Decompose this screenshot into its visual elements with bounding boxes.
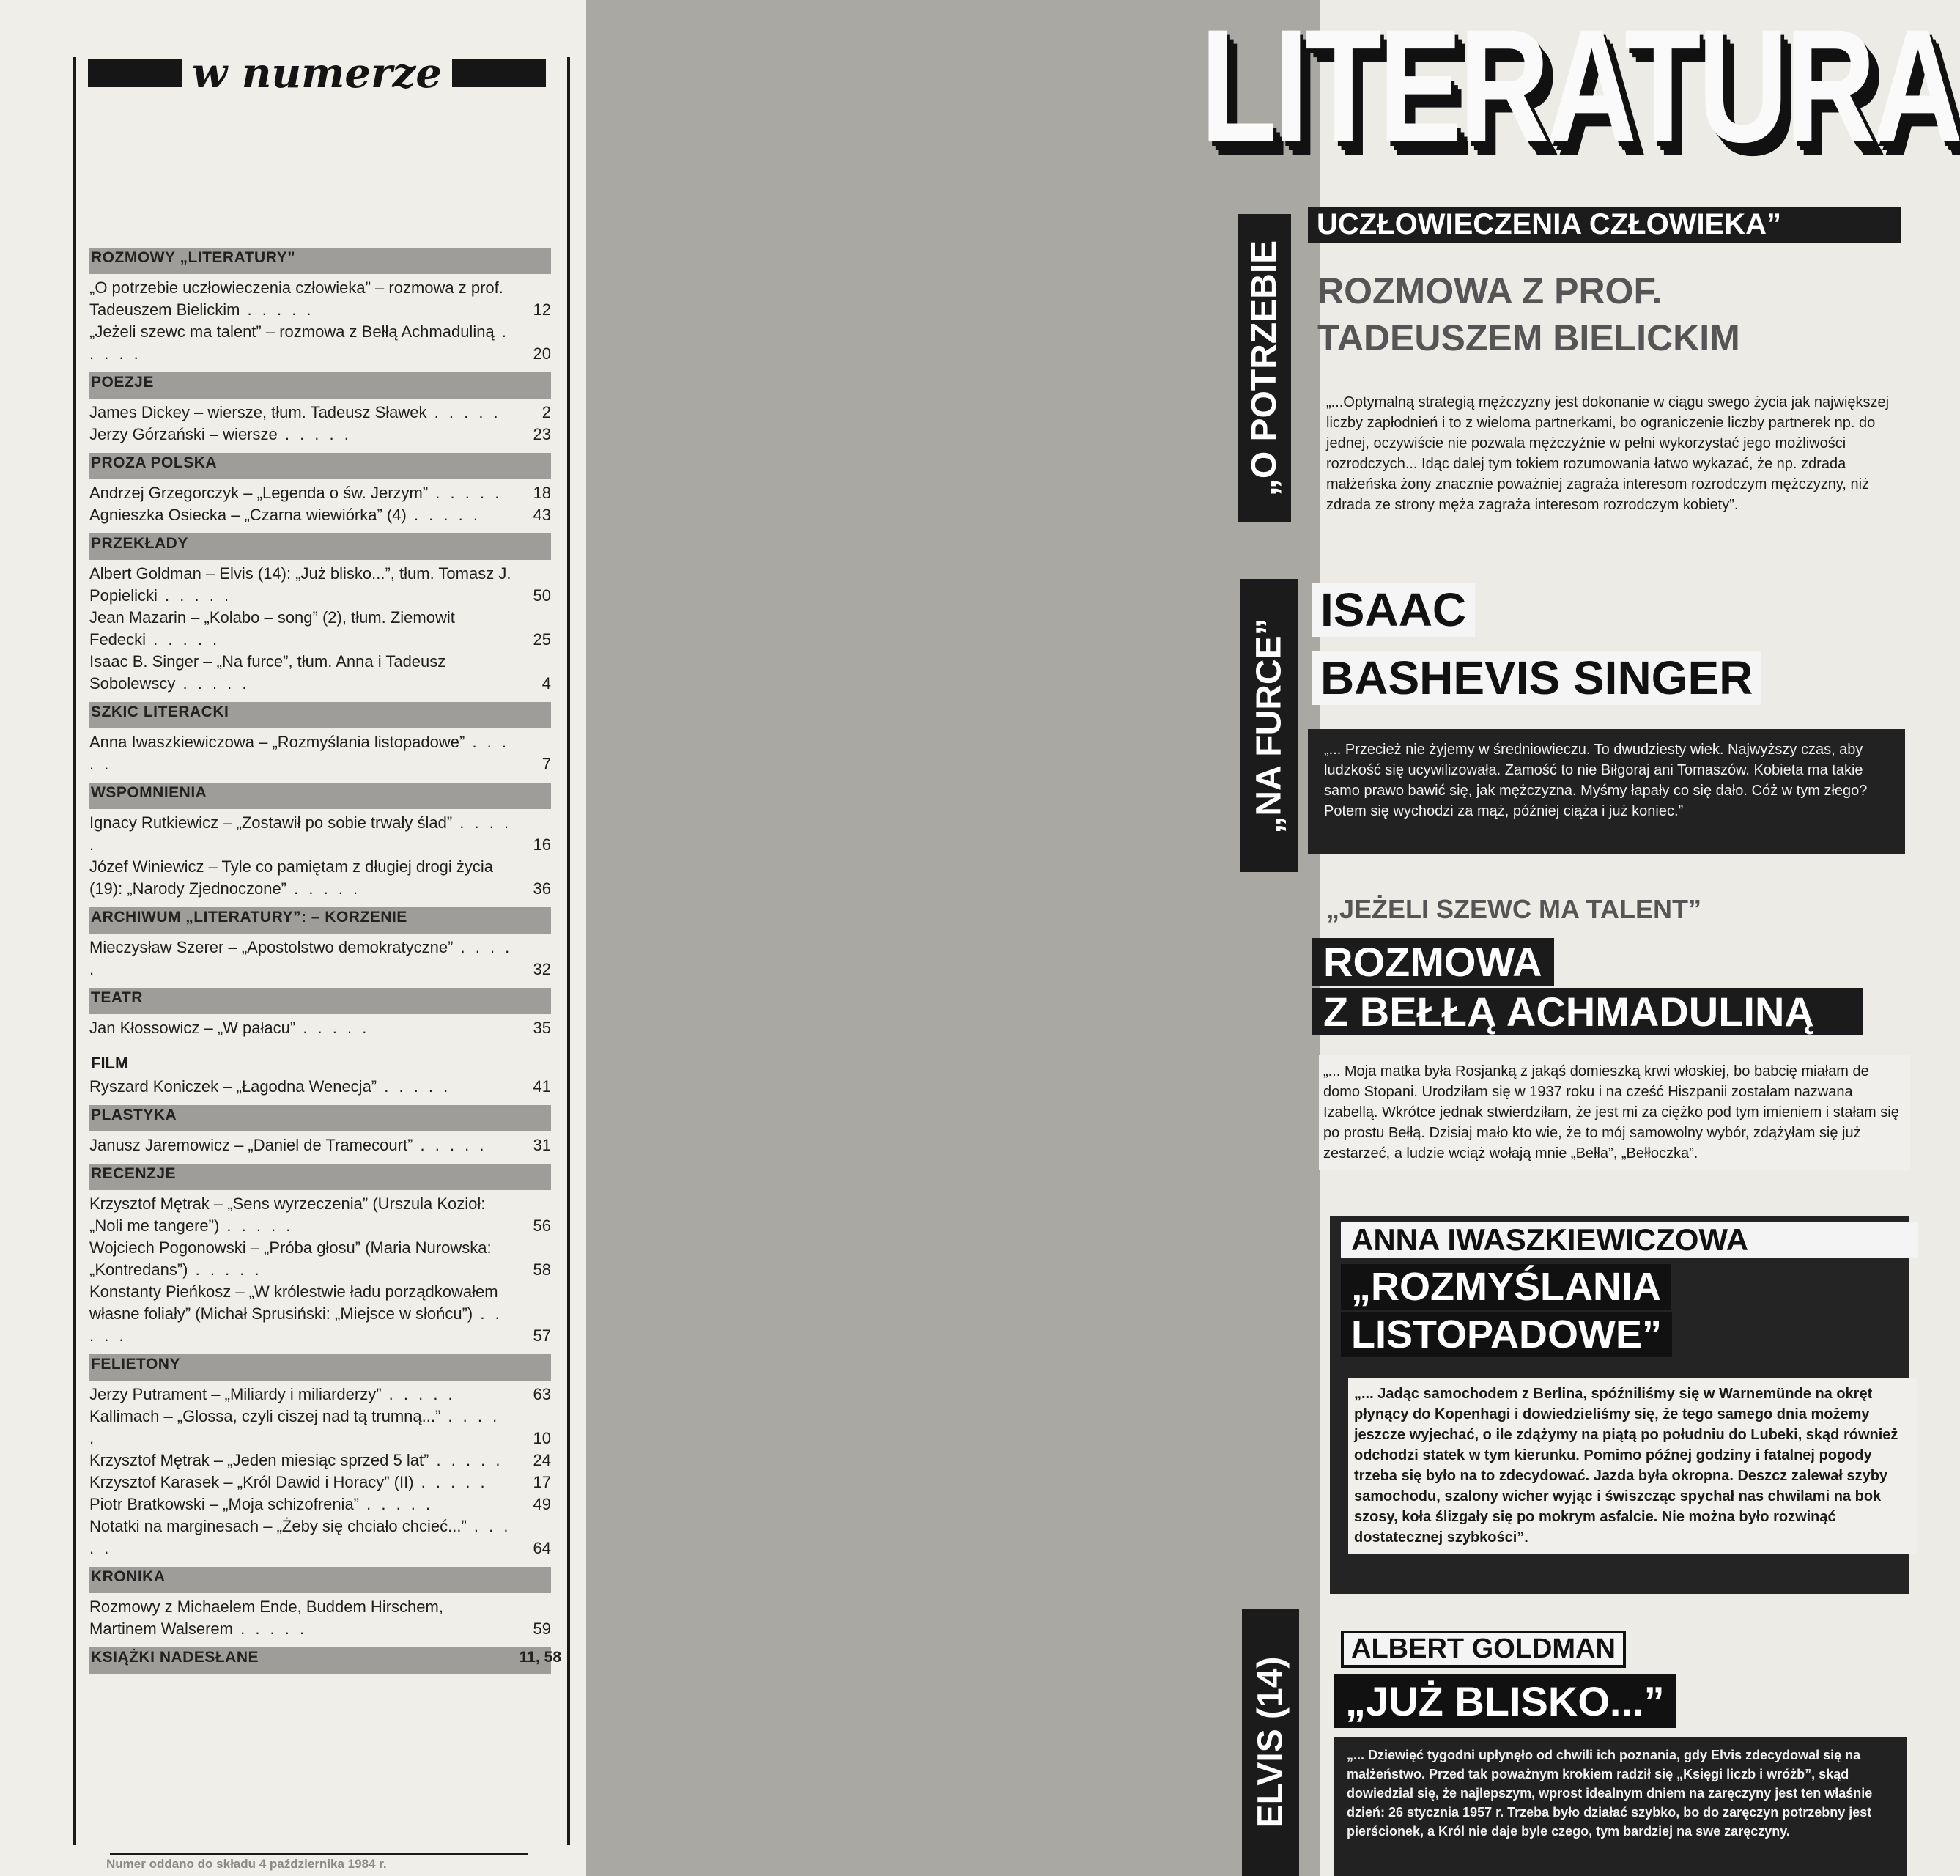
- toc-list: [89, 240, 561, 1677]
- toc-entry[interactable]: [89, 424, 551, 446]
- toc-entry-title: Anna Iwaszkiewiczowa – „Rozmyślania listopadowe”: [89, 733, 465, 751]
- leader-dots: . . . . .: [426, 403, 501, 421]
- section-heading: FILM: [91, 1054, 129, 1072]
- article2-head2: BASHEVIS SINGER: [1312, 651, 1761, 705]
- toc-entry-page: 49: [533, 1495, 551, 1513]
- toc-entry-title: Józef Winiewicz – Tyle co pamiętam z długiej drogi życia (19): „Narody Zjednoczone”: [89, 857, 494, 898]
- toc-entry-page: 64: [533, 1539, 551, 1557]
- toc-entry-title: James Dickey – wiersze, tłum. Tadeusz Sławek: [89, 403, 427, 421]
- footer-rule: [110, 1853, 528, 1855]
- cover-page: [586, 0, 1960, 1876]
- toc-entry-title: Albert Goldman – Elvis (14): „Już blisko...”, tłum. Tomasz J. Popielicki: [89, 564, 511, 605]
- toc-entry-page: 4: [541, 674, 551, 693]
- leader-dots: . . . . .: [377, 1077, 451, 1096]
- side-label-elvis: ELVIS (14): [1242, 1609, 1299, 1876]
- leader-dots: . . . . .: [89, 1517, 511, 1557]
- leader-dots: . . . . .: [89, 813, 512, 854]
- toc-entry[interactable]: [89, 1406, 551, 1450]
- toc-entry-title: „Jeżeli szewc ma talent” – rozmowa z Bełłą Achmaduliną: [89, 322, 495, 341]
- section-heading: [89, 248, 551, 274]
- toc-entry-page: 20: [533, 344, 551, 363]
- toc-entry-page: 17: [533, 1473, 551, 1491]
- section-heading: [89, 1105, 551, 1131]
- article3-head1: „JEŻELI SZEWC MA TALENT”: [1326, 894, 1701, 924]
- toc-entry-page: 63: [533, 1385, 551, 1403]
- leader-dots: . . . . .: [89, 938, 513, 978]
- section-name: WSPOMNIENIA: [91, 784, 207, 801]
- toc-entry-title: Notatki na marginesach – „Żeby się chciało chcieć...”: [89, 1517, 467, 1535]
- toc-entry-page: 35: [533, 1019, 551, 1037]
- heading-bar-left: [88, 59, 182, 87]
- leader-dots: . . . . .: [89, 1407, 500, 1447]
- toc-entry-page: 41: [533, 1077, 551, 1096]
- leader-dots: . . . . .: [188, 1260, 262, 1279]
- toc-entry[interactable]: [89, 1134, 551, 1156]
- section-heading: [89, 372, 551, 399]
- print-date-note: Numer oddano do składu 4 października 1984 r.: [106, 1857, 387, 1871]
- toc-entry-page: 36: [533, 879, 551, 898]
- magazine-title: LITERATURA: [1200, 0, 1960, 176]
- article2-quote-box: [1308, 729, 1905, 854]
- toc-entry-title: Krzysztof Mętrak – „Jeden miesiąc sprzed 5 lat”: [89, 1451, 429, 1469]
- article3-head2: ROZMOWA: [1312, 938, 1554, 986]
- toc-entry[interactable]: [89, 402, 551, 424]
- toc-entry-title: Konstanty Pieńkosz – „W królestwie ładu porządkowałem własne foliały” (Michał Sprusiński: „Miejsce w słońcu”): [89, 1282, 498, 1323]
- toc-entry[interactable]: [89, 504, 551, 526]
- toc-entry-title: Mieczysław Szerer – „Apostolstwo demokratyczne”: [89, 938, 454, 956]
- section-heading: [89, 1567, 551, 1593]
- article4-head3: LISTOPADOWE”: [1341, 1312, 1672, 1357]
- section-heading: [89, 988, 551, 1014]
- leader-dots: . . . . .: [240, 300, 314, 319]
- toc-entry[interactable]: [89, 1017, 551, 1039]
- toc-entry[interactable]: [89, 1281, 551, 1347]
- toc-entry-page: 59: [533, 1620, 551, 1638]
- section-name: SZKIC LITERACKI: [91, 704, 229, 720]
- toc-entry-page: 23: [533, 425, 551, 443]
- section-heading: [89, 907, 551, 934]
- leader-dots: . . . . .: [295, 1019, 370, 1037]
- article2-head1: ISAAC: [1312, 583, 1475, 637]
- leader-dots: . . . . .: [219, 1216, 294, 1235]
- leader-dots: . . . . .: [428, 484, 503, 502]
- toc-entry[interactable]: [89, 482, 551, 504]
- leader-dots: . . . . .: [157, 586, 232, 605]
- leader-dots: . . . . .: [89, 322, 509, 363]
- toc-entry-page: 57: [533, 1326, 551, 1345]
- section-heading: [89, 1164, 551, 1190]
- toc-entry-page: 58: [533, 1260, 551, 1279]
- leader-dots: . . . . .: [146, 630, 221, 649]
- article3-head3: Z BEŁŁĄ ACHMADULINĄ: [1312, 988, 1863, 1035]
- section-heading: [89, 533, 551, 560]
- article4-head1: ANNA IWASZKIEWICZOWA: [1341, 1222, 1918, 1258]
- toc-heading: [88, 51, 546, 95]
- toc-entry-title: Isaac B. Singer – „Na furce”, tłum. Anna i Tadeusz Sobolewscy: [89, 652, 446, 693]
- leader-dots: . . . . .: [413, 1473, 488, 1491]
- section-name: ARCHIWUM „LITERATURY”: – KORZENIE: [91, 909, 407, 926]
- section-heading: [89, 453, 551, 479]
- toc-entry-page: 10: [533, 1429, 551, 1447]
- toc-entry[interactable]: [89, 607, 551, 651]
- leader-dots: . . . . .: [413, 1136, 487, 1154]
- article2-quote: „... Przecież nie żyjemy w średniowieczu. To dwudziesty wiek. Najwyższy czas, aby ludzkość się ucywilizowała. Zamość to nie Biłgoraj ani Tomaszów. Kobieta ma takie samo prawo bawić się, jak mężczyzna. Myśmy łapały co się dało. Cóż w tym złego? Potem się wychodzi za mąż, później ciąża i już koniec.”: [1324, 742, 1868, 819]
- toc-page: [0, 0, 586, 1876]
- section-name: RECENZJE: [91, 1165, 177, 1182]
- heading-bar-right: [452, 59, 546, 87]
- toc-entry-title: Kallimach – „Glossa, czyli ciszej nad tą trumną...”: [89, 1407, 441, 1425]
- section-name: PRZEKŁADY: [91, 535, 188, 552]
- toc-entry[interactable]: [89, 1493, 551, 1515]
- toc-entry[interactable]: [89, 856, 551, 900]
- toc-entry-page: 50: [533, 586, 551, 605]
- toc-entry[interactable]: [89, 1471, 551, 1493]
- leader-dots: . . . . .: [429, 1451, 503, 1469]
- toc-entry-page: 2: [541, 403, 551, 421]
- section-name: PROZA POLSKA: [91, 454, 218, 471]
- article5-quote-box: [1334, 1737, 1907, 1876]
- toc-entry-title: Janusz Jaremowicz – „Daniel de Tramecourt”: [89, 1136, 413, 1154]
- toc-entry-page: 7: [541, 755, 551, 773]
- toc-entry[interactable]: [89, 1384, 551, 1406]
- toc-entry-page: 32: [533, 960, 551, 978]
- toc-entry-title: „O potrzebie uczłowieczenia człowieka” – rozmowa z prof. Tadeuszem Bielickim: [89, 278, 503, 319]
- article3-quote: „... Moja matka była Rosjanką z jakąś domieszką krwi włoskiej, bo babcię miałam de domo Stopani. Urodziłam się w 1937 roku i na cześć Hiszpanii zostałam nazwana Izabellą. Wkrótce jednak stwierdziłam, że jest mi za ciężko pod tym imieniem i stałam się po prostu Bełłą. Dzisiaj mało kto wie, że to mój samowolny wybór, zdążyłam się już zestarzeć, a ludzie wciąż wołają mnie „Bełła”, „Bełłoczka”.: [1319, 1055, 1910, 1170]
- toc-entry-title: Ryszard Koniczek – „Łagodna Wenecja”: [89, 1077, 377, 1096]
- section-name: ROZMOWY „LITERATURY”: [91, 249, 296, 266]
- article5-head1: ALBERT GOLDMAN: [1341, 1631, 1626, 1668]
- toc-entry-title: Ignacy Rutkiewicz – „Zostawił po sobie trwały ślad”: [89, 813, 453, 832]
- article4-head2: „ROZMYŚLANIA: [1341, 1264, 1671, 1310]
- section-heading: [89, 783, 551, 809]
- toc-entry[interactable]: [89, 1596, 551, 1640]
- toc-entry-page: 56: [533, 1216, 551, 1235]
- leader-dots: . . . . .: [89, 1304, 503, 1345]
- toc-entry-title: Jerzy Putrament – „Miliardy i miliarderzy”: [89, 1385, 382, 1403]
- toc-entry-title: Piotr Bratkowski – „Moja schizofrenia”: [89, 1495, 360, 1513]
- toc-entry-title: Rozmowy z Michaelem Ende, Buddem Hirschem, Martinem Walserem: [89, 1598, 443, 1638]
- section-name: KSIĄŻKI NADESŁANE: [91, 1649, 259, 1666]
- article5-quote: „... Dziewięć tygodni upłynęło od chwili ich poznania, gdy Elvis zdecydował się na małżeństwo. Przed tak poważnym krokiem radził się „Księgi liczb i wróżb”, skąd dowiedział się, że najlepszym, wprost idealnym dniem na zaręczyny jest ten właśnie dzień: 26 stycznia 1957 r. Trzeba było działać szybko, bo do zaręczyn potrzebny jest pierścionek, a Król nie daje byle czego, tym bardziej na swe zaręczyny.: [1347, 1748, 1873, 1839]
- toc-entry[interactable]: [89, 731, 551, 775]
- toc-entry[interactable]: [89, 277, 551, 321]
- toc-entry[interactable]: [89, 937, 551, 981]
- side-label-potrzebie: „O POTRZEBIE: [1238, 214, 1291, 522]
- toc-entry-page: 16: [533, 835, 551, 854]
- toc-entry-title: Wojciech Pogonowski – „Próba głosu” (Maria Nurowska: „Kontredans”): [89, 1238, 492, 1279]
- toc-entry-title: Krzysztof Mętrak – „Sens wyrzeczenia” (Urszula Kozioł: „Noli me tangere”): [89, 1194, 486, 1235]
- toc-entry-title: Krzysztof Karasek – „Król Dawid i Horacy” (II): [89, 1473, 414, 1491]
- toc-entry-page: 43: [533, 506, 551, 524]
- section-heading: [89, 702, 551, 728]
- article1-quote: „...Optymalną strategią mężczyzny jest dokonanie w ciągu swego życia jak największej liczby zapłodnień i to z wieloma partnerkami, bo ograniczenie liczby partnerek np. do jednej, oczywiście nie pozwala mężczyźnie w pełni wykorzystać jego możliwości rozrodczych... Idąc dalej tym tokiem rozumowania łatwo wykazać, że np. zdrada małżeńska żony znacznie poważniej zagraża interesom rozrodczym mężczyzny, niż zdrada ze strony męża zagraża interesom rozrodczym kobiety”.: [1326, 394, 1890, 513]
- section-name: PLASTYKA: [91, 1107, 177, 1123]
- toc-entry[interactable]: [89, 651, 551, 695]
- section-name: KRONIKA: [91, 1568, 166, 1585]
- leader-dots: . . . . .: [406, 506, 481, 524]
- leader-dots: . . . . .: [277, 425, 352, 443]
- toc-entry[interactable]: [89, 812, 551, 856]
- toc-entry-page: 31: [533, 1136, 551, 1154]
- article4-quote: „... Jadąc samochodem z Berlina, spóźniliśmy się w Warnemünde na okręt płynący do Kopenhagi i dowiedzieliśmy się, że tego samego dnia możemy jeszcze wyjechać, o ile zdążymy na piątą po południu do Lubeki, skąd również odchodzi statek w tym kierunku. Pomimo późnej godziny i fatalnej pogody trzeba się było na to zdecydować. Jazda była okropna. Deszcz zalewał szyby samochodu, szalony wicher wyjąc i świszcząc spychał nas chwilami na bok szosy, koła ślizgały się po mokrym asfalcie. Nie można było rozwinąć dostatecznej szybkości”.: [1348, 1378, 1917, 1554]
- toc-entry[interactable]: [89, 563, 551, 607]
- toc-entry-title: Jean Mazarin – „Kolabo – song” (2), tłum. Ziemowit Fedecki: [89, 608, 455, 649]
- toc-entry-title: Andrzej Grzegorczyk – „Legenda o św. Jerzym”: [89, 484, 429, 502]
- article1-head2: ROZMOWA Z PROF.: [1317, 270, 1663, 311]
- leader-dots: . . . . .: [175, 674, 250, 693]
- side-label-na-furce: „NA FURCE”: [1240, 579, 1298, 872]
- toc-entry-title: Jerzy Górzański – wiersze: [89, 425, 278, 443]
- toc-entry-page: 12: [533, 300, 551, 319]
- article5-head2: „JUŻ BLISKO...”: [1334, 1674, 1676, 1728]
- toc-entry-title: Agnieszka Osiecka – „Czarna wiewiórka” (4): [89, 506, 407, 524]
- section-name: TEATR: [91, 989, 143, 1006]
- toc-entry-page: 18: [533, 484, 551, 502]
- section-name: POEZJE: [91, 374, 154, 391]
- toc-entry[interactable]: [89, 1193, 551, 1237]
- leader-dots: . . . . .: [286, 879, 361, 898]
- section-heading: [89, 1647, 561, 1674]
- leader-dots: . . . . .: [233, 1620, 308, 1638]
- toc-entry[interactable]: [89, 1237, 551, 1281]
- article1-head3: TADEUSZEM BIELICKIM: [1317, 317, 1740, 358]
- toc-entry[interactable]: [89, 321, 551, 365]
- leader-dots: . . . . .: [381, 1385, 456, 1403]
- leader-dots: . . . . .: [89, 733, 510, 773]
- toc-entry-page: 25: [533, 630, 551, 649]
- toc-entry-page: 24: [533, 1451, 551, 1469]
- toc-entry[interactable]: [89, 1076, 551, 1098]
- section-page: 11, 58: [519, 1649, 561, 1666]
- toc-entry[interactable]: [89, 1515, 551, 1559]
- section-name: FELIETONY: [91, 1356, 180, 1373]
- article1-head1: UCZŁOWIECZENIA CZŁOWIEKA”: [1308, 207, 1901, 243]
- leader-dots: . . . . .: [359, 1495, 434, 1513]
- toc-entry-title: Jan Kłossowicz – „W pałacu”: [89, 1019, 296, 1037]
- toc-entry[interactable]: [89, 1450, 551, 1471]
- toc-heading-text: w numerze: [192, 49, 442, 97]
- section-heading: [89, 1354, 551, 1381]
